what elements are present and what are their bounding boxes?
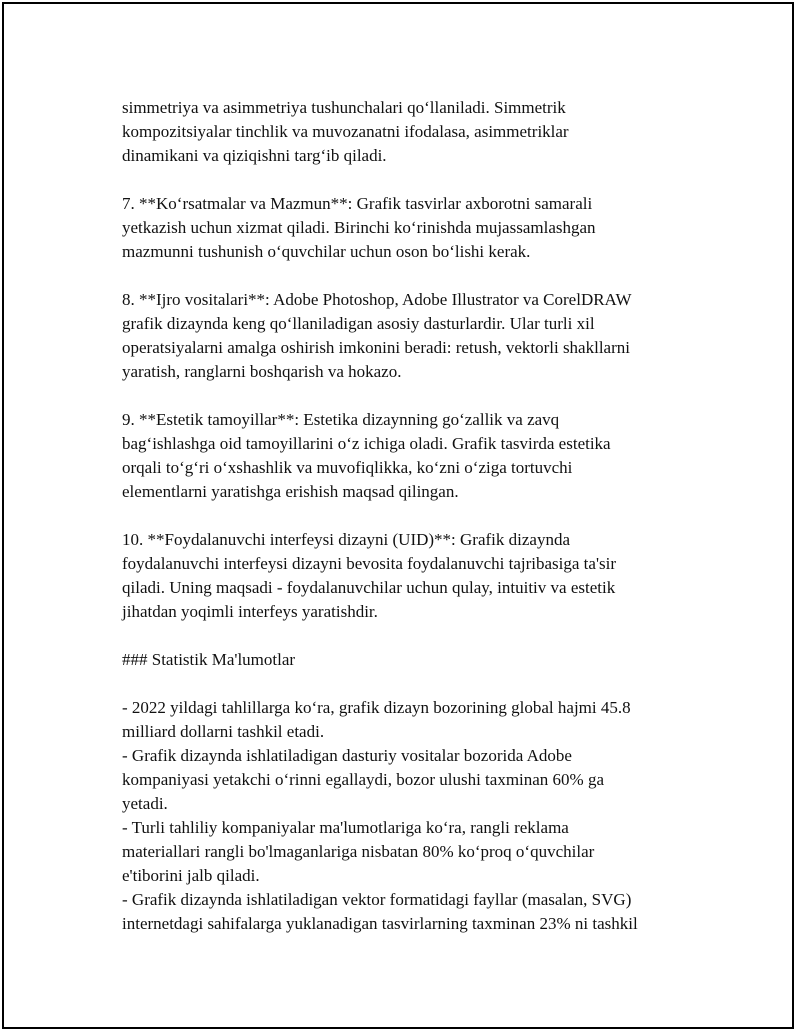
text-line: e'tiborini jalb qiladi. (122, 866, 260, 885)
document-body (122, 96, 702, 960)
text-line: 7. **Ko‘rsatmalar va Mazmun**: Grafik tasvirlar axborotni samarali (122, 194, 593, 213)
paragraph (122, 192, 702, 264)
text-line: - 2022 yildagi tahlillarga ko‘ra, grafik dizayn bozorining global hajmi 45.8 (122, 698, 631, 717)
text-line: dinamikani va qiziqishni targ‘ib qiladi. (122, 146, 387, 165)
text-line: yaratish, ranglarni boshqarish va hokazo. (122, 362, 402, 381)
text-line: yetkazish uchun xizmat qiladi. Birinchi ko‘rinishda mujassamlashgan (122, 218, 596, 237)
text-line: orqali to‘g‘ri o‘xshashlik va muvofiqlikka, ko‘zni o‘ziga tortuvchi (122, 458, 573, 477)
paragraph (122, 96, 702, 168)
paragraph (122, 528, 702, 624)
page-frame (2, 2, 794, 1029)
text-line: materiallari rangli bo'lmaganlariga nisbatan 80% ko‘proq o‘quvchilar (122, 842, 595, 861)
text-line: 9. **Estetik tamoyillar**: Estetika dizaynning go‘zallik va zavq (122, 410, 560, 429)
text-line: - Grafik dizaynda ishlatiladigan dasturiy vositalar bozorida Adobe (122, 746, 572, 765)
text-line: internetdagi sahifalarga yuklanadigan tasvirlarning taxminan 23% ni tashkil (122, 914, 638, 933)
text-line: foydalanuvchi interfeysi dizayni bevosita foydalanuvchi tajribasiga ta'sir (122, 554, 617, 573)
text-line: simmetriya va asimmetriya tushunchalari qo‘llaniladi. Simmetrik (122, 98, 566, 117)
text-line: jihatdan yoqimli interfeys yaratishdir. (122, 602, 378, 621)
text-line: kompaniyasi yetakchi o‘rinni egallaydi, bozor ulushi taxminan 60% ga (122, 770, 605, 789)
text-line: 8. **Ijro vositalari**: Adobe Photoshop, Adobe Illustrator va CorelDRAW (122, 290, 632, 309)
paragraph (122, 696, 702, 936)
paragraph (122, 288, 702, 384)
text-line: - Turli tahliliy kompaniyalar ma'lumotlariga ko‘ra, rangli reklama (122, 818, 569, 837)
text-line: yetadi. (122, 794, 168, 813)
text-line: - Grafik dizaynda ishlatiladigan vektor formatidagi fayllar (masalan, SVG) (122, 890, 632, 909)
text-line: mazmunni tushunish o‘quvchilar uchun oson bo‘lishi kerak. (122, 242, 531, 261)
text-line: elementlarni yaratishga erishish maqsad qilingan. (122, 482, 459, 501)
text-line: milliard dollarni tashkil etadi. (122, 722, 325, 741)
text-line: 10. **Foydalanuvchi interfeysi dizayni (UID)**: Grafik dizaynda (122, 530, 571, 549)
text-line: kompozitsiyalar tinchlik va muvozanatni ifodalasa, asimmetriklar (122, 122, 569, 141)
text-line: operatsiyalarni amalga oshirish imkonini beradi: retush, vektorli shakllarni (122, 338, 630, 357)
text-line: ### Statistik Ma'lumotlar (122, 650, 296, 669)
paragraph (122, 408, 702, 504)
text-line: bag‘ishlashga oid tamoyillarini o‘z ichiga oladi. Grafik tasvirda estetika (122, 434, 611, 453)
text-line: grafik dizaynda keng qo‘llaniladigan asosiy dasturlardir. Ular turli xil (122, 314, 595, 333)
text-line: qiladi. Uning maqsadi - foydalanuvchilar uchun qulay, intuitiv va estetik (122, 578, 616, 597)
paragraph (122, 648, 702, 672)
